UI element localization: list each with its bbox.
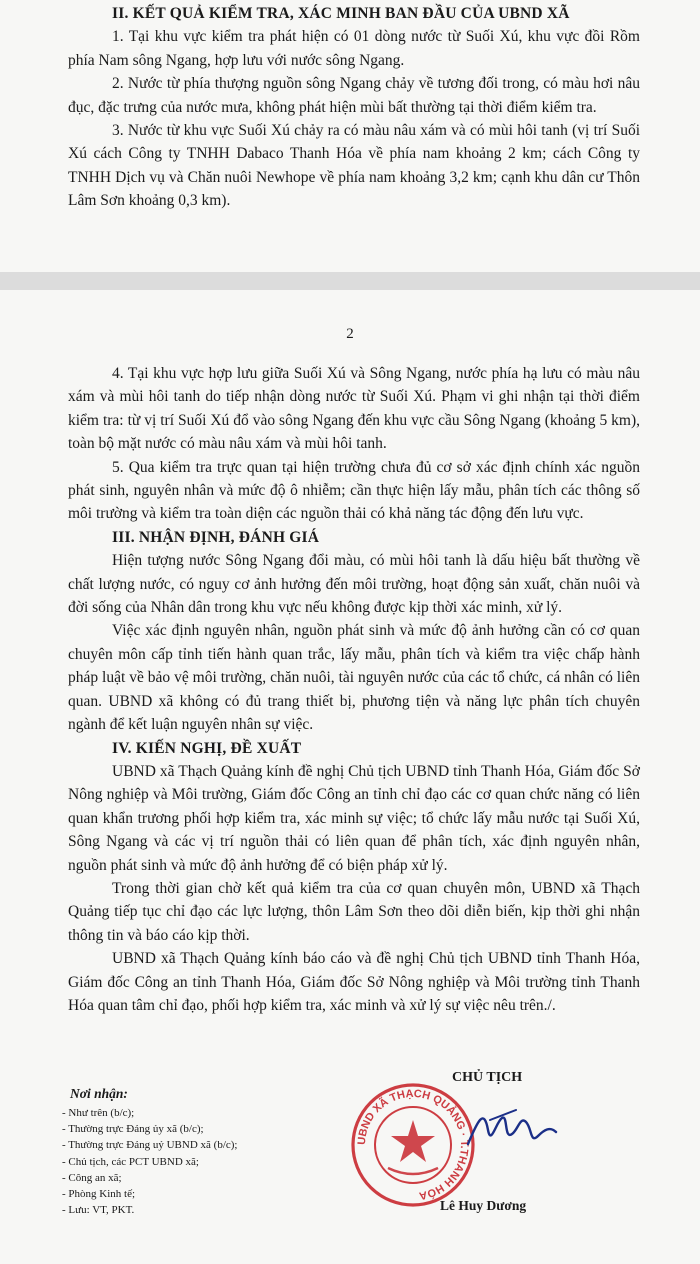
recipients-block (62, 1086, 362, 1218)
paragraph-finding-3: 3. Nước từ khu vực Suối Xú chảy ra có màu nâu xám và có mùi hôi tanh (vị trí Suối Xú cách Công ty TNHH Dabaco Thanh Hóa về phía nam khoảng 2 km; cách Công ty TNHH Dịch vụ và Chăn nuôi Newhope về phía nam khoảng 3,2 km; cạnh khu dân cư Thôn Lâm Sơn khoảng 0,3 km). (68, 122, 640, 210)
paragraph-finding-1: 1. Tại khu vực kiểm tra phát hiện có 01 dòng nước từ Suối Xú, khu vực đồi Rồm phía Nam sông Ngang, hợp lưu với nước sông Ngang. (68, 28, 640, 69)
paragraph-proposal-2: Trong thời gian chờ kết quả kiểm tra của cơ quan chuyên môn, UBND xã Thạch Quảng tiếp tục chỉ đạo các lực lượng, thôn Lâm Sơn theo dõi diễn biến, kịp thời ghi nhận thông tin và báo cáo kịp thời. (68, 879, 640, 944)
signature-block (348, 1070, 588, 1213)
recipient-item: - Lưu: VT, PKT. (62, 1204, 135, 1217)
paragraph-assessment-1: Hiện tượng nước Sông Ngang đổi màu, có mùi hôi tanh là dấu hiệu bất thường về chất lượng nước, có nguy cơ ảnh hưởng đến môi trường, hoạt động sản xuất, chăn nuôi và đời sống của Nhân dân trong khu vực nếu không được kịp thời xác minh, xử lý. (68, 552, 640, 617)
paragraph-finding-4: 4. Tại khu vực hợp lưu giữa Suối Xú và Sông Ngang, nước phía hạ lưu có màu nâu xám và mùi hôi tanh do tiếp nhận dòng nước từ Suối Xú. Phạm vi ghi nhận tại thời điểm kiểm tra: từ vị trí Suối Xú đổ vào sông Ngang đến khu vực cầu Sông Ngang (khoảng 5 km), toàn bộ mặt nước có màu nâu xám và mùi hôi tanh. (68, 365, 640, 453)
document-page-2 (0, 290, 700, 1264)
section-3-heading: III. NHẬN ĐỊNH, ĐÁNH GIÁ (112, 528, 320, 546)
document-page-1 (0, 0, 700, 272)
signer-name: Lê Huy Dương (440, 1198, 527, 1213)
page-separator (0, 272, 700, 290)
recipient-item: - Phòng Kinh tế; (62, 1188, 136, 1201)
recipient-item: - Thường trực Đảng uỷ UBND xã (b/c); (62, 1139, 238, 1152)
page-number: 2 (346, 326, 354, 342)
svg-text:UBND XÃ THẠCH QUẢNG · T.THANH: UBND XÃ THẠCH QUẢNG · T.THANH HÓA (355, 1087, 471, 1202)
signer-title: CHỦ TỊCH (452, 1070, 523, 1085)
paragraph-proposal-1: UBND xã Thạch Quảng kính đề nghị Chủ tịch UBND tỉnh Thanh Hóa, Giám đốc Sở Nông nghiệp và Môi trường, Giám đốc Công an tỉnh chỉ đạo các cơ quan chức năng có liên quan khẩn trương phối hợp kiểm tra, xác minh sự việc; tổ chức lấy mẫu nước tại Suối Xú, Sông Ngang và các vị trí nguồn thải có liên quan để phân tích, xác định nguyên nhân, nguồn phát sinh và mức độ ảnh hưởng để có biện pháp xử lý. (68, 762, 640, 874)
recipient-item: - Thường trực Đảng ủy xã (b/c); (62, 1123, 204, 1136)
recipient-item: - Công an xã; (62, 1171, 122, 1184)
section-2-heading: II. KẾT QUẢ KIỂM TRA, XÁC MINH BAN ĐẦU CỦA UBND XÃ (112, 5, 570, 22)
paragraph-proposal-3: UBND xã Thạch Quảng kính báo cáo và đề nghị Chủ tịch UBND tỉnh Thanh Hóa, Giám đốc Công an tỉnh Thanh Hóa, Giám đốc Sở Nông nghiệp và Môi trường tỉnh Thanh Hóa quan tâm chỉ đạo, phối hợp kiểm tra, xác minh và xử lý sự việc nêu trên./. (68, 950, 640, 1014)
paragraph-finding-2: 2. Nước từ phía thượng nguồn sông Ngang chảy về tương đối trong, có màu hơi nâu đục, đặc trưng của nước mưa, không phát hiện mùi bất thường tại thời điểm kiểm tra. (68, 75, 640, 116)
page1-body (68, 2, 640, 213)
paragraph-assessment-2: Việc xác định nguyên nhân, nguồn phát sinh và mức độ ảnh hưởng cần có cơ quan chuyên môn cấp tỉnh tiến hành quan trắc, lấy mẫu, phân tích và kiểm tra việc chấp hành pháp luật về bảo vệ môi trường, chăn nuôi, tài nguyên nước của các tổ chức, cá nhân có liên quan. UBND xã không có đủ trang thiết bị, phương tiện và năng lực phân tích chuyên ngành để kết luận nguyên nhân sự việc. (68, 622, 640, 734)
recipient-item: - Chủ tịch, các PCT UBND xã; (62, 1155, 199, 1168)
official-seal-icon (348, 1080, 478, 1210)
recipients-title: Nơi nhận: (70, 1086, 128, 1101)
recipient-item: - Như trên (b/c); (62, 1107, 135, 1119)
page2-body (68, 362, 640, 1017)
paragraph-finding-5: 5. Qua kiểm tra trực quan tại hiện trường chưa đủ cơ sở xác định chính xác nguồn phát sinh, nguyên nhân và mức độ ô nhiễm; cần thực hiện lấy mẫu, phân tích các thông số môi trường và kiểm tra toàn diện các nguồn thải có khả năng tác động đến lưu vực. (68, 458, 640, 523)
section-4-heading: IV. KIẾN NGHỊ, ĐỀ XUẤT (112, 739, 302, 757)
handwritten-signature-icon (460, 1100, 560, 1160)
